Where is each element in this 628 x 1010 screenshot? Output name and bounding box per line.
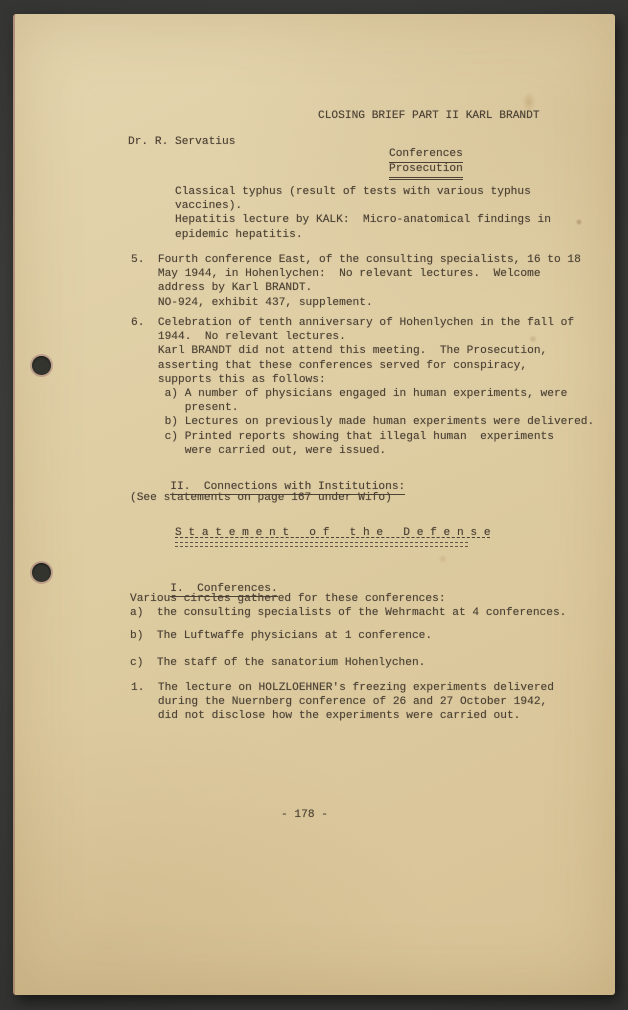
text-line: May 1944, in Hohenlychen: No relevant lectures. Welcome	[131, 268, 541, 281]
section-heading-conferences-text: I. Conferences.	[170, 583, 278, 596]
text-line: 1944. No relevant lectures.	[131, 331, 346, 344]
text-line: NO-924, exhibit 437, supplement.	[131, 296, 373, 309]
text-line: were carried out, were issued.	[131, 444, 387, 457]
tag-conferences: Conferences	[389, 147, 463, 163]
lettered-item-b: b) The Luftwaffe physicians at 1 conference.	[130, 630, 433, 642]
punch-hole-bottom	[32, 563, 51, 582]
numbered-item-1	[131, 681, 554, 724]
text-line: during the Nuernberg conference of 26 and 27 October 1942,	[131, 696, 548, 709]
text-line: epidemic hepatitis.	[175, 228, 303, 241]
lettered-item-c: c) The staff of the sanatorium Hohenlychen.	[130, 657, 426, 669]
section-heading-connections-text: II. Connections with Institutions:	[170, 481, 406, 494]
text-line: supports this as follows:	[131, 373, 326, 386]
text-line: vaccines).	[175, 200, 243, 213]
text-line: Hepatitis lecture by KALK: Micro-anatomical findings in	[175, 214, 551, 227]
text-line: present.	[131, 402, 239, 415]
document-header: CLOSING BRIEF PART II KARL BRANDT	[318, 110, 540, 122]
conference-circles-paragraph	[130, 592, 566, 620]
document-page	[13, 14, 615, 995]
text-line: c) Printed reports showing that illegal human experiments	[131, 430, 554, 443]
text-line: asserting that these conferences served for conspiracy,	[131, 359, 528, 372]
text-line: 6. Celebration of tenth anniversary of Hohenlychen in the fall of	[131, 317, 575, 329]
tag-prosecution: Prosecution	[389, 162, 463, 180]
defense-statement-heading: S t a t e m e n t o f t h e D e f e n s e	[175, 527, 491, 539]
text-line: did not disclose how the experiments were carried out.	[131, 710, 521, 723]
punch-hole-top	[32, 356, 51, 375]
numbered-item-5	[131, 253, 581, 310]
text-line: Classical typhus (result of tests with various typhus	[175, 186, 531, 198]
cross-reference-note: (See statements on page 167 under Wifo)	[130, 492, 392, 504]
text-line: 5. Fourth conference East, of the consulting specialists, 16 to 18	[131, 254, 581, 266]
intro-paragraph	[175, 185, 551, 242]
author-name: Dr. R. Servatius	[128, 136, 236, 148]
defense-heading-rule	[175, 542, 468, 547]
text-line: address by Karl BRANDT.	[131, 282, 313, 295]
text-line: b) Lectures on previously made human experiments were delivered.	[131, 416, 595, 429]
page-number: - 178 -	[281, 809, 328, 821]
numbered-item-6	[131, 316, 594, 458]
text-line: a) A number of physicians engaged in human experiments, were	[131, 388, 568, 401]
text-line: a) the consulting specialists of the Wehrmacht at 4 conferences.	[130, 607, 567, 620]
text-line: Karl BRANDT did not attend this meeting. The Prosecution,	[131, 345, 548, 358]
text-line: Various circles gathered for these conferences:	[130, 593, 446, 605]
text-line: 1. The lecture on HOLZLOEHNER's freezing experiments delivered	[131, 682, 554, 694]
